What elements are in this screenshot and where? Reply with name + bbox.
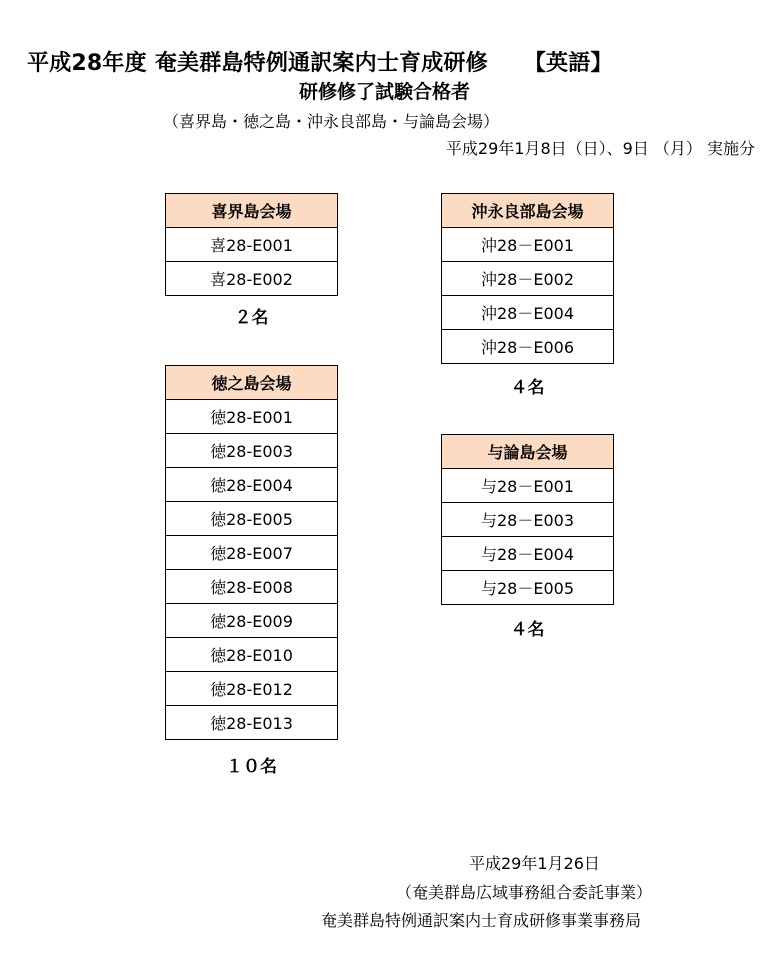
title-program: 奄美群島特例通訳案内士育成研修 — [154, 51, 488, 76]
venue-table-kikai — [165, 193, 338, 296]
table-row: 徳28-E009 — [166, 604, 338, 638]
venue-header: 与論島会場 — [442, 435, 614, 469]
venues-line: （喜界島・徳之島・沖永良部島・与論島会場） — [163, 112, 500, 131]
commission-note: （奄美群島広域事務組合委託事業） — [396, 883, 653, 902]
table-row: 徳28-E008 — [166, 570, 338, 604]
table-row: 徳28-E001 — [166, 400, 338, 434]
table-row: 徳28-E013 — [166, 706, 338, 740]
table-row: 沖28－E006 — [442, 330, 614, 364]
table-row: 沖28－E002 — [442, 262, 614, 296]
table-row: 与28－E004 — [442, 537, 614, 571]
venue-table-tokunoshima — [165, 365, 338, 740]
table-row: 沖28－E001 — [442, 228, 614, 262]
venue-header: 喜界島会場 — [166, 194, 338, 228]
table-row: 徳28-E012 — [166, 672, 338, 706]
document-title — [27, 46, 613, 77]
venue-header: 沖永良部島会場 — [442, 194, 614, 228]
table-row: 徳28-E005 — [166, 502, 338, 536]
exam-date-line: 平成29年1月8日（日）、9日 （月） 実施分 — [445, 139, 755, 158]
venue-header: 徳之島会場 — [166, 366, 338, 400]
table-row: 徳28-E004 — [166, 468, 338, 502]
document-subtitle: 研修修了試験合格者 — [298, 81, 470, 103]
table-row: 沖28－E004 — [442, 296, 614, 330]
table-row: 与28－E005 — [442, 571, 614, 605]
venue-table-okinoerabu — [441, 193, 614, 364]
table-row: 徳28-E007 — [166, 536, 338, 570]
issuing-office: 奄美群島特例通訳案内士育成研修事業事務局 — [321, 911, 642, 930]
title-year: 平成28年度 — [27, 51, 147, 76]
issue-date: 平成29年1月26日 — [469, 854, 600, 873]
table-row: 徳28-E003 — [166, 434, 338, 468]
table-row: 与28－E003 — [442, 503, 614, 537]
venue-count-kikai: ２名 — [234, 308, 269, 328]
table-row: 与28－E001 — [442, 469, 614, 503]
venue-count-yoron: ４名 — [510, 620, 545, 640]
title-language: 【英語】 — [523, 51, 613, 76]
venue-table-yoron — [441, 434, 614, 605]
table-row: 徳28-E010 — [166, 638, 338, 672]
venue-count-okinoerabu: ４名 — [510, 378, 545, 398]
table-row: 喜28-E001 — [166, 228, 338, 262]
table-row: 喜28-E002 — [166, 262, 338, 296]
venue-count-tokunoshima: １０名 — [226, 757, 277, 777]
